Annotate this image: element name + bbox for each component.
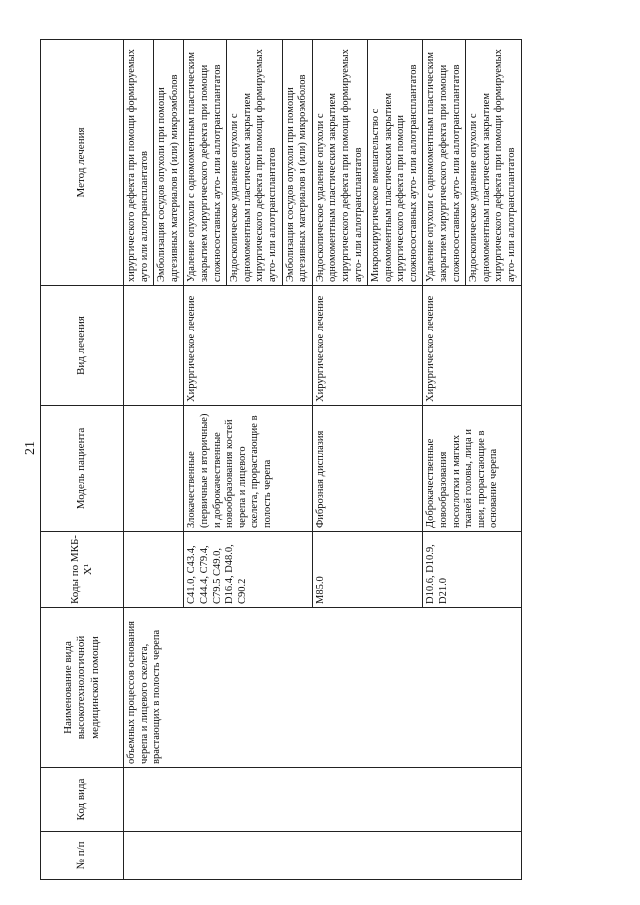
table-row bbox=[124, 40, 184, 880]
cell-type: Хирургическое лечение bbox=[423, 286, 521, 406]
header-row bbox=[41, 40, 124, 880]
col-header-method: Метод лечения bbox=[41, 40, 124, 286]
col-header-icd: Коды по МКБ-Х¹ bbox=[41, 532, 124, 608]
method-item: хирургического дефекта при помощи формируемых ауто или аллотрансплантатов bbox=[124, 40, 154, 285]
cell-icd: D10.6, D10.9, D21.0 bbox=[423, 532, 521, 608]
cell-type bbox=[124, 286, 184, 406]
cell-method bbox=[184, 40, 312, 286]
cell-name: объемных процессов основания черепа и лицевого скелета, врастающих в полость черепа bbox=[124, 608, 522, 768]
cell-method bbox=[124, 40, 184, 286]
cell-model bbox=[124, 406, 184, 532]
col-header-type: Вид лечения bbox=[41, 286, 124, 406]
col-header-num: № п/п bbox=[41, 832, 124, 880]
method-item: Эмболизация сосудов опухоли при помощи адгезивных материалов и (или) микроэмболов bbox=[284, 74, 309, 282]
method-item: Эндоскопическое удаление опухоли с одномоментным пластическим закрытием хирургического дефекта при помощи формируемых ауто- или аллотрансплантатов bbox=[227, 40, 282, 285]
method-item: Удаление опухоли с одномоментным пластическим закрытием хирургического дефекта при помощи сложносоставных ауто- или аллотрансплантатов bbox=[184, 40, 227, 285]
rotated-table-sheet bbox=[40, 40, 600, 880]
cell-type: Хирургическое лечение bbox=[312, 286, 423, 406]
cell-num bbox=[124, 832, 522, 880]
cell-model: Доброкачественные новообразования носоглотки и мягких тканей головы, лица и шеи, прорастающие в основание черепа bbox=[423, 406, 521, 532]
col-header-code: Код вида bbox=[41, 768, 124, 832]
cell-type: Хирургическое лечение bbox=[184, 286, 312, 406]
method-item: Микрохирургическое вмешательство с одномоментным пластическим закрытием хирургического дефекта при помощи сложносоставных ауто- или аллотрансплантатов bbox=[370, 64, 419, 282]
method-item: Удаление опухоли с одномоментным пластическим закрытием хирургического дефекта при помощи сложносоставных ауто- или аллотрансплантатов bbox=[423, 40, 466, 285]
method-item: Эндоскопическое удаление опухоли с одномоментным пластическим закрытием хирургического дефекта при помощи формируемых ауто- или аллотрансплантатов bbox=[313, 40, 368, 285]
method-item: Эмболизация сосудов опухоли при помощи адгезивных материалов и (или) микроэмболов bbox=[156, 74, 180, 282]
col-header-name: Наименование вида высокотехнологичной медицинской помощи bbox=[41, 608, 124, 768]
cell-icd: M85.0 bbox=[312, 532, 423, 608]
vmp-table bbox=[40, 39, 522, 880]
cell-code bbox=[124, 768, 522, 832]
cell-model: Фиброзная дисплазия bbox=[312, 406, 423, 532]
col-header-model: Модель пациента bbox=[41, 406, 124, 532]
cell-method bbox=[423, 40, 521, 286]
method-item: Эндоскопическое удаление опухоли с одномоментным пластическим закрытием хирургического дефекта при помощи формируемых ауто- или аллотрансплантатов bbox=[468, 49, 518, 282]
cell-icd bbox=[124, 532, 184, 608]
cell-icd: C41.0, C43.4, C44.4, C79.4, C79.5 C49.0, D16.4, D48.0, C90.2 bbox=[184, 532, 312, 608]
cell-method bbox=[312, 40, 423, 286]
cell-model: Злокачественные (первичные и вторичные) и доброкачественные новообразования костей черепа и лицевого скелета, прорастающие в полость черепа bbox=[184, 406, 312, 532]
page-number: 21 bbox=[23, 441, 38, 455]
